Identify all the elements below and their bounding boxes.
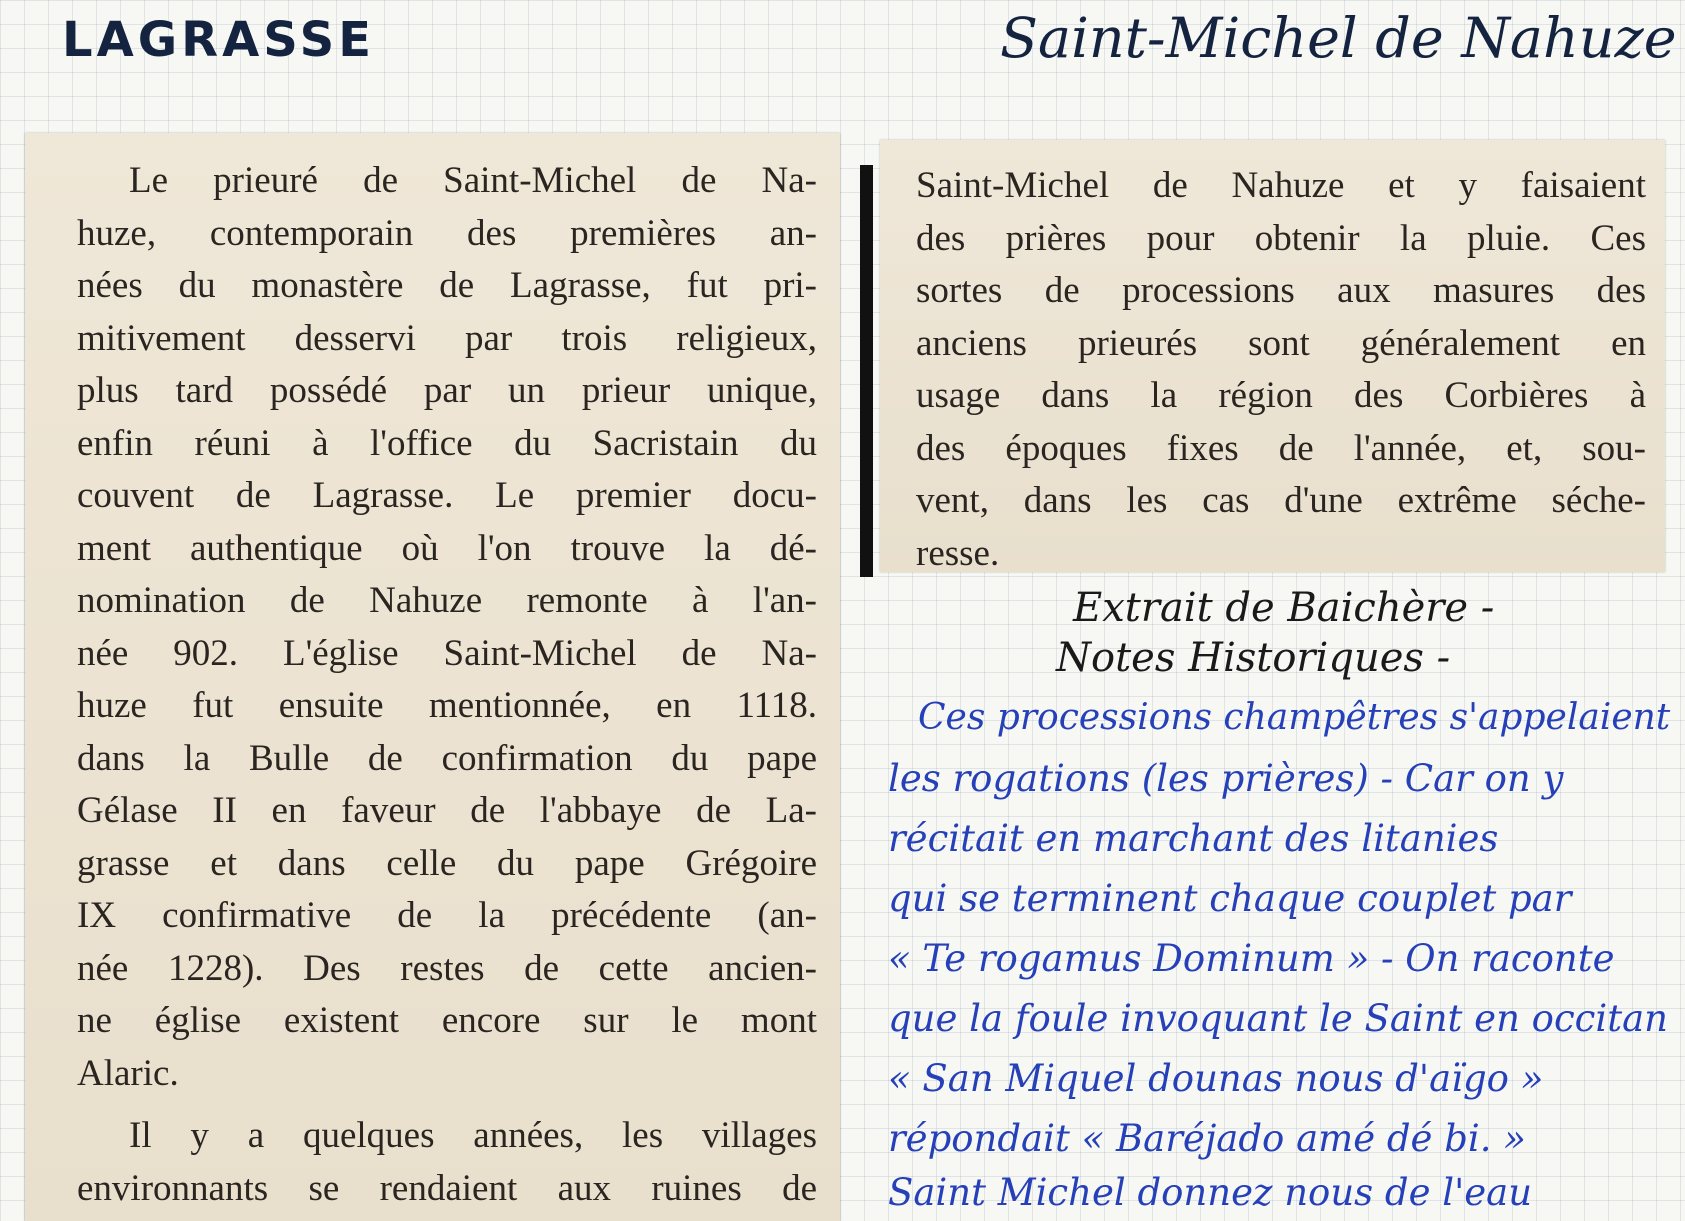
- note-line: Ces processions champêtres s'appelaient: [918, 697, 1671, 738]
- note-line: « San Miquel dounas nous d'aïgo »: [888, 1057, 1544, 1100]
- header-right-title: Saint-Michel de Nahuze: [1000, 6, 1677, 71]
- note-line: « Te rogamus Dominum » - On raconte: [888, 937, 1615, 980]
- note-line: que la foule invoquant le Saint en occitan: [888, 997, 1668, 1040]
- clipping-line: huze, contemporain des premières an-: [77, 212, 817, 254]
- clipping-line: huze fut ensuite mentionnée, en 1118.: [77, 685, 817, 726]
- clipping-line: couvent de Lagrasse. Le premier docu-: [77, 475, 817, 516]
- column-rule: [860, 165, 873, 577]
- clipping-line: environnants se rendaient aux ruines de: [77, 1167, 817, 1209]
- note-title-line-1: Extrait de Baichère -: [1073, 585, 1495, 631]
- clipping-line: Alaric.: [77, 1052, 179, 1094]
- clipping-left-text: [77, 155, 817, 1215]
- clipping-line: dans la Bulle de confirmation du pape: [77, 737, 817, 779]
- clipping-line: née 1228). Des restes de cette ancien-: [77, 947, 817, 989]
- header-left-title: LAGRASSE: [62, 12, 376, 68]
- note-line: les rogations (les prières) - Car on y: [888, 757, 1564, 800]
- clipping-line: enfin réuni à l'office du Sacristain du: [77, 422, 817, 464]
- clipping-line: Saint-Michel de Nahuze et y faisaient: [916, 165, 1646, 206]
- clipping-line: vent, dans les cas d'une extrême séche-: [916, 480, 1646, 521]
- clipping-line: nomination de Nahuze remonte à l'an-: [77, 580, 817, 621]
- clipping-line: usage dans la région des Corbières à: [916, 375, 1646, 416]
- clipping-line: Il y a quelques années, les villages: [129, 1115, 817, 1156]
- handwritten-note: [878, 585, 1678, 1221]
- clipping-line: des époques fixes de l'année, et, sou-: [916, 427, 1646, 469]
- clipping-line: née 902. L'église Saint-Michel de Na-: [77, 632, 817, 674]
- clipping-line: IX confirmative de la précédente (an-: [77, 895, 817, 936]
- clipping-line: ment authentique où l'on trouve la dé-: [77, 527, 817, 569]
- note-line: récitait en marchant des litanies: [888, 817, 1499, 860]
- clipping-line: mitivement desservi par trois religieux,: [77, 317, 817, 359]
- newspaper-clipping-right: [880, 140, 1665, 572]
- note-line: répondait « Baréjado amé dé bi. »: [888, 1117, 1526, 1160]
- clipping-line: sortes de processions aux masures des: [916, 270, 1646, 311]
- note-line: qui se terminent chaque couplet par: [888, 877, 1572, 920]
- clipping-line: anciens prieurés sont généralement en: [916, 322, 1646, 364]
- clipping-line: Le prieuré de Saint-Michel de Na-: [129, 160, 817, 201]
- clipping-line: grasse et dans celle du pape Grégoire: [77, 842, 817, 884]
- note-title-line-2: Notes Historiques -: [1056, 635, 1451, 681]
- clipping-right-text: [916, 160, 1646, 580]
- note-line: Saint Michel donnez nous de l'eau: [888, 1171, 1533, 1214]
- clipping-line: resse.: [916, 532, 1000, 574]
- clipping-line: ne église existent encore sur le mont: [77, 1000, 817, 1041]
- clipping-line: nées du monastère de Lagrasse, fut pri-: [77, 265, 817, 306]
- clipping-line: plus tard possédé par un prieur unique,: [77, 370, 817, 411]
- clipping-line: Gélase II en faveur de l'abbaye de La-: [77, 790, 817, 831]
- clipping-line: des prières pour obtenir la pluie. Ces: [916, 217, 1646, 259]
- newspaper-clipping-left: [25, 133, 840, 1221]
